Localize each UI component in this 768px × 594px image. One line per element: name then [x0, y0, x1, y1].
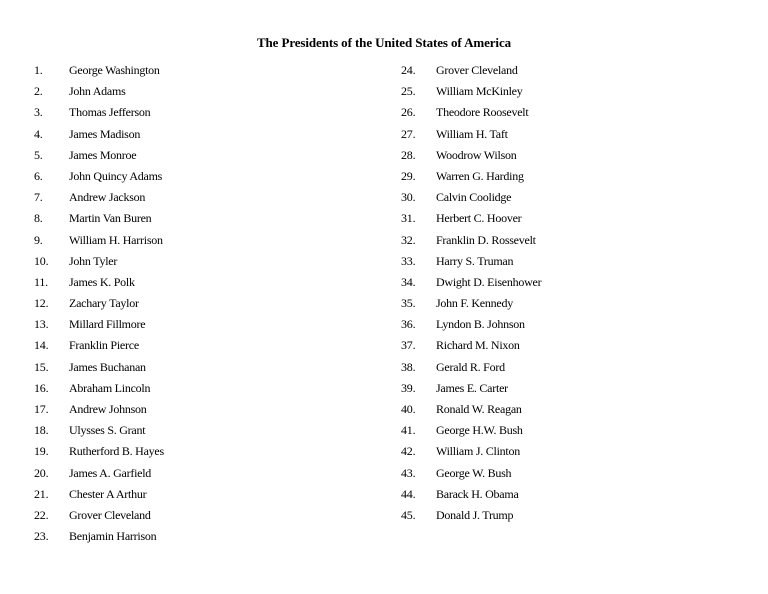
list-item	[34, 166, 364, 187]
president-name: Calvin Coolidge	[436, 190, 512, 205]
president-name: Barack H. Obama	[436, 486, 519, 501]
president-name: George H.W. Bush	[436, 423, 523, 438]
list-item-number: 11.	[34, 274, 48, 289]
list-item	[34, 378, 364, 399]
list-item-number: 23.	[34, 529, 49, 544]
president-name: Ronald W. Reagan	[436, 402, 522, 416]
president-name: Grover Cleveland	[436, 63, 518, 77]
president-name: Millard Fillmore	[69, 317, 146, 332]
list-item	[401, 357, 731, 378]
list-item-number: 25.	[401, 84, 416, 99]
president-name: John Quincy Adams	[69, 168, 163, 183]
president-name: William J. Clinton	[436, 444, 521, 459]
president-name: Gerald R. Ford	[436, 359, 505, 374]
list-item-number: 21.	[34, 486, 49, 501]
president-name: Theodore Roosevelt	[436, 105, 529, 120]
list-item-number: 17.	[34, 402, 49, 416]
list-item	[34, 230, 364, 251]
list-item	[34, 187, 364, 208]
list-item-number: 3.	[34, 105, 43, 120]
list-item-number: 9.	[34, 232, 43, 247]
president-name: Benjamin Harrison	[69, 529, 157, 544]
president-name: Herbert C. Hoover	[436, 211, 522, 226]
president-name: Rutherford B. Hayes	[69, 444, 164, 459]
president-name: Ulysses S. Grant	[69, 423, 146, 438]
list-item-number: 19.	[34, 444, 49, 459]
list-item	[401, 145, 731, 166]
list-item	[34, 463, 364, 484]
list-item-number: 28.	[401, 147, 416, 162]
list-item-number: 42.	[401, 444, 416, 459]
list-item	[34, 399, 364, 420]
list-item	[34, 526, 364, 547]
document-title: The Presidents of the United States of America	[256, 35, 512, 50]
list-item	[34, 484, 364, 505]
president-name: Woodrow Wilson	[436, 147, 517, 162]
president-name: Chester A Arthur	[69, 486, 147, 501]
president-name: James A. Garfield	[69, 465, 152, 480]
list-item	[34, 357, 364, 378]
president-name: John F. Kennedy	[436, 296, 513, 311]
president-name: James E. Carter	[436, 380, 508, 395]
president-name: George W. Bush	[436, 465, 512, 480]
president-name: Thomas Jefferson	[69, 105, 151, 120]
list-item-number: 12.	[34, 296, 49, 311]
list-item-number: 6.	[34, 168, 43, 183]
list-item-number: 45.	[401, 507, 416, 522]
list-item	[401, 187, 731, 208]
list-item-number: 5.	[34, 147, 43, 162]
list-item-number: 40.	[401, 402, 416, 416]
list-item-number: 4.	[34, 126, 43, 141]
president-name: John Tyler	[69, 253, 118, 268]
list-item-number: 16.	[34, 380, 49, 395]
list-item	[34, 81, 364, 102]
list-item-number: 37.	[401, 338, 416, 353]
list-item-number: 1.	[34, 63, 43, 77]
list-item-number: 15.	[34, 359, 49, 374]
list-item	[401, 102, 731, 123]
president-name: Abraham Lincoln	[69, 380, 151, 395]
president-name: James K. Polk	[69, 274, 135, 289]
list-item	[34, 102, 364, 123]
president-name: Grover Cleveland	[69, 507, 151, 522]
list-item-number: 18.	[34, 423, 49, 438]
list-item-number: 2.	[34, 84, 43, 99]
list-item	[34, 208, 364, 229]
list-item	[401, 420, 731, 441]
list-item	[34, 60, 364, 81]
list-item-number: 43.	[401, 465, 416, 480]
president-name: Dwight D. Eisenhower	[436, 274, 542, 289]
list-item-number: 20.	[34, 465, 49, 480]
president-name: Richard M. Nixon	[436, 338, 520, 353]
list-item	[401, 399, 731, 420]
list-item-number: 44.	[401, 486, 416, 501]
list-item	[401, 378, 731, 399]
list-item	[34, 272, 364, 293]
list-item	[401, 230, 731, 251]
president-name: Martin Van Buren	[69, 211, 152, 226]
list-item-number: 24.	[401, 63, 416, 77]
list-item	[34, 251, 364, 272]
list-item	[34, 293, 364, 314]
list-item-number: 35.	[401, 296, 416, 311]
list-item	[401, 335, 731, 356]
president-name: John Adams	[69, 84, 126, 99]
list-item-number: 39.	[401, 380, 416, 395]
list-item	[401, 251, 731, 272]
presidents-list-left-column	[34, 60, 364, 547]
list-item	[401, 166, 731, 187]
list-item-number: 30.	[401, 190, 416, 205]
list-item	[34, 505, 364, 526]
list-item-number: 34.	[401, 274, 416, 289]
president-name: Warren G. Harding	[436, 168, 524, 183]
list-item	[401, 484, 731, 505]
list-item	[34, 441, 364, 462]
list-item	[401, 441, 731, 462]
president-name: William H. Harrison	[69, 232, 163, 247]
list-item-number: 14.	[34, 338, 49, 353]
list-item-number: 33.	[401, 253, 416, 268]
president-name: Lyndon B. Johnson	[436, 317, 525, 332]
list-item	[401, 505, 731, 526]
list-item-number: 8.	[34, 211, 43, 226]
president-name: Andrew Jackson	[69, 190, 146, 205]
list-item-number: 32.	[401, 232, 416, 247]
president-name: George Washington	[69, 63, 160, 77]
list-item	[34, 420, 364, 441]
list-item	[401, 124, 731, 145]
list-item-number: 27.	[401, 126, 416, 141]
list-item-number: 36.	[401, 317, 416, 332]
president-name: James Monroe	[69, 147, 137, 162]
list-item	[401, 81, 731, 102]
list-item-number: 22.	[34, 507, 49, 522]
list-item-number: 10.	[34, 253, 49, 268]
list-item-number: 13.	[34, 317, 49, 332]
list-item	[34, 124, 364, 145]
president-name: Donald J. Trump	[436, 507, 514, 522]
president-name: William McKinley	[436, 84, 523, 99]
president-name: Andrew Johnson	[69, 402, 147, 416]
list-item-number: 26.	[401, 105, 416, 120]
list-item	[34, 335, 364, 356]
list-item	[401, 60, 731, 81]
presidents-list-right-column	[401, 60, 731, 526]
list-item	[401, 272, 731, 293]
list-item	[34, 314, 364, 335]
president-name: Harry S. Truman	[436, 253, 514, 268]
president-name: Franklin Pierce	[69, 338, 139, 353]
president-name: James Madison	[69, 126, 141, 141]
list-item	[401, 314, 731, 335]
president-name: William H. Taft	[436, 126, 508, 141]
list-item-number: 7.	[34, 190, 43, 205]
list-item-number: 41.	[401, 423, 416, 438]
list-item	[401, 293, 731, 314]
list-item	[401, 463, 731, 484]
list-item-number: 38.	[401, 359, 416, 374]
list-item-number: 29.	[401, 168, 416, 183]
list-item	[401, 208, 731, 229]
president-name: Franklin D. Rossevelt	[436, 232, 536, 247]
president-name: James Buchanan	[69, 359, 146, 374]
list-item-number: 31.	[401, 211, 416, 226]
president-name: Zachary Taylor	[69, 296, 139, 311]
list-item	[34, 145, 364, 166]
